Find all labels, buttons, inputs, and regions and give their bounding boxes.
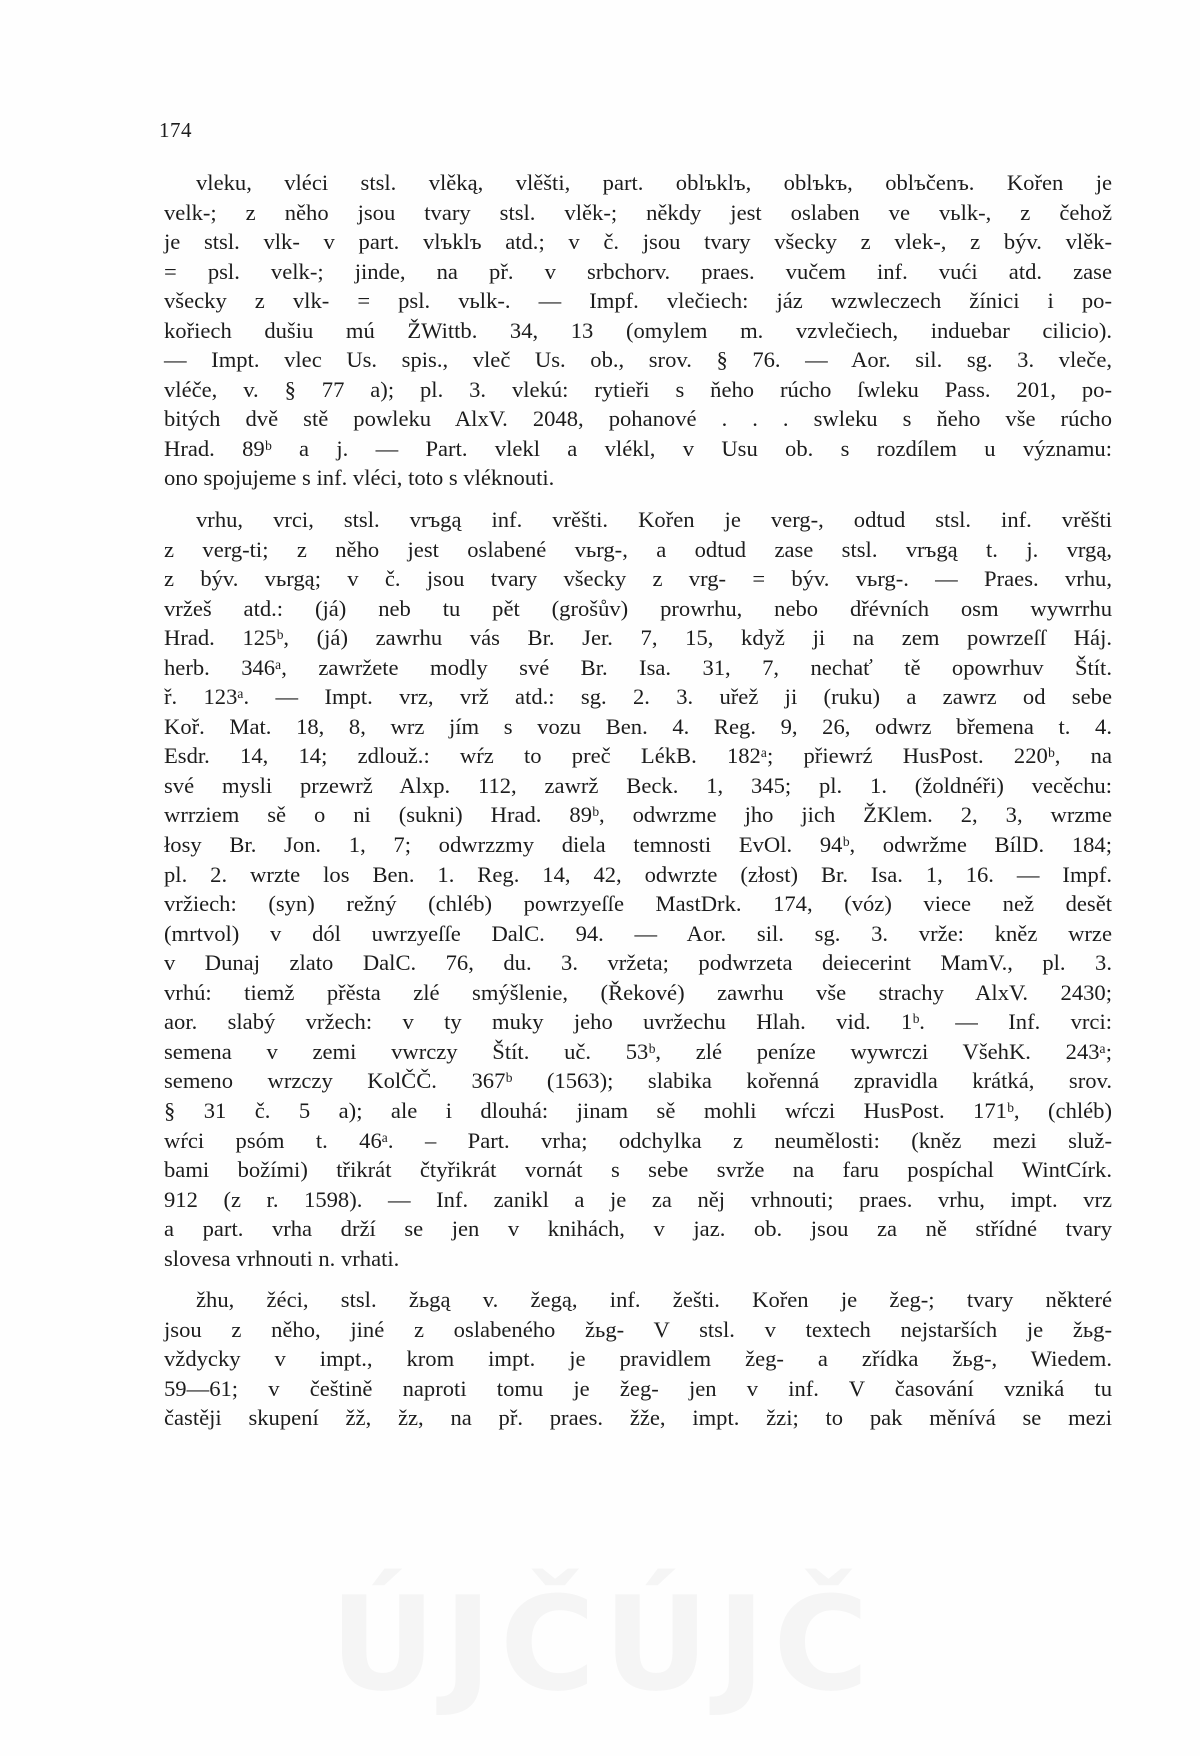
text-line: bitých dvě stě powleku AlxV. 2048, pohanové . . . swleku s ňeho vše rúcho: [164, 406, 1112, 432]
text-line: pl. 2. wrzte los Ben. 1. Reg. 14, 42, odwrzte (złost) Br. Isa. 1, 16. — Impf.: [164, 861, 1112, 887]
text-line: v Dunaj zlato DalC. 76, du. 3. vržeta; podwrzeta deiecerint MamV., pl. 3.: [164, 950, 1112, 976]
paragraph-vrhu: [164, 505, 1112, 1273]
paragraph-zhu: [164, 1285, 1112, 1433]
text-line: ono spojujeme s inf. vléci, toto s vléknouti.: [164, 465, 555, 491]
text-line: a part. vrha drží se jen v knihách, v jaz. ob. jsou za ně střídné tvary: [164, 1216, 1112, 1242]
text-line: všecky z vlk- = psl. vьlk-. — Impf. vlečiech: jáz wzwleczech žínici i po-: [164, 288, 1112, 314]
text-line: semeno wrzczy KolČČ. 367ᵇ (1563); slabika kořenná zpravidla krátká, srov.: [164, 1068, 1112, 1094]
text-line: (mrtvol) v dól uwrzyeſſe DalC. 94. — Aor. sil. sg. 3. vrže: kněz wrze: [164, 920, 1112, 946]
text-line: 912 (z r. 1598). — Inf. zanikl a je za něj vrhnouti; praes. vrhu, impt. vrz: [164, 1186, 1112, 1212]
text-line: slovesa vrhnouti n. vrhati.: [164, 1245, 400, 1271]
text-line: § 31 č. 5 a); ale i dlouhá: jinam sě mohli wŕczi HusPost. 171ᵇ, (chléb): [164, 1097, 1112, 1123]
text-line: vržiech: (syn) režný (chléb) powrzyeſſe MastDrk. 174, (vóz) viece než desět: [164, 891, 1112, 917]
text-line: wrrziem sě o ni (sukni) Hrad. 89ᵇ, odwrzme jho jich ŽKlem. 2, 3, wrzme: [164, 802, 1112, 828]
text-line: bami božími) třikrát čtyřikrát vornát s sebe svrže na faru pospíchal WintCírk.: [164, 1157, 1112, 1183]
text-line: = psl. velk-; jinde, na př. v srbchorv. praes. vučem inf. vući atd. zase: [164, 258, 1112, 284]
text-line: herb. 346ᵃ, zawržete modly své Br. Isa. 31, 7, nechať tě opowrhuv Štít.: [164, 654, 1112, 680]
watermark: [330, 1568, 870, 1718]
text-line: velk-; z něho jsou tvary stsl. vlěk-; někdy jest oslaben ve vьlk-, z čehož: [164, 199, 1112, 225]
page-number: 174: [159, 118, 192, 142]
body-text: [164, 168, 1112, 1433]
text-line: Hrad. 89ᵇ a j. — Part. vlekl a vlékl, v Usu ob. s rozdílem u významu:: [164, 435, 1112, 461]
text-line: jsou z něho, jiné z oslabeného žьg- V stsl. v textech nejstarších je žьg-: [164, 1316, 1112, 1342]
text-line: Koř. Mat. 18, 8, wrz jím s vozu Ben. 4. Reg. 9, 26, odwrz břemena t. 4.: [164, 713, 1112, 739]
text-line: aor. slabý vržech: v ty muky jeho uvržechu Hlah. vid. 1ᵇ. — Inf. vrci:: [164, 1009, 1112, 1035]
text-line: kořiech dušiu mú ŽWittb. 34, 13 (omylem m. vzvlečiech, induebar cilicio).: [164, 317, 1112, 343]
text-line: ř. 123ᵃ. — Impt. vrz, vrž atd.: sg. 2. 3. uřež ji (ruku) a zawrz od sebe: [164, 684, 1112, 710]
watermark-text: [603, 1568, 876, 1718]
text-line: z verg-ti; z něho jest oslabené vьrg-, a odtud zase stsl. vrъgą t. j. vrgą,: [164, 536, 1112, 562]
text-line: vržeš atd.: (já) neb tu pět (grošův) prowrhu, nebo dřévních osm wywrrhu: [164, 595, 1112, 621]
text-line: łosy Br. Jon. 1, 7; odwrzzmy diela temnosti EvOl. 94ᵇ, odwržme BílD. 184;: [164, 832, 1112, 858]
text-line: vrhu, vrci, stsl. vrъgą inf. vrěšti. Kořen je verg-, odtud stsl. inf. vrěšti: [196, 507, 1112, 533]
text-line: své mysli przewrž Alxp. 112, zawrž Beck. 1, 345; pl. 1. (žoldnéři) vecěchu:: [164, 772, 1112, 798]
text-line: vleku, vléci stsl. vlěką, vlěšti, part. oblъklъ, oblъkъ, oblъčenъ. Kořen je: [196, 170, 1112, 195]
text-line: vždycky v impt., krom impt. je pravidlem žeg- a zřídka žьg-, Wiedem.: [164, 1346, 1112, 1372]
text-line: Hrad. 125ᵇ, (já) zawrhu vás Br. Jer. 7, 15, když ji na zem powrzeſſ Háj.: [164, 625, 1112, 651]
text-line: žhu, žéci, stsl. žьgą v. žegą, inf. žešti. Kořen je žeg-; tvary některé: [196, 1287, 1112, 1313]
text-line: je stsl. vlk- v part. vlъklъ atd.; v č. jsou tvary všecky z vlek-, z býv. vlěk-: [164, 229, 1112, 255]
text-line: Esdr. 14, 14; zdlouž.: wŕz to preč LékB. 182ᵃ; přiewrź HusPost. 220ᵇ, na: [164, 743, 1112, 769]
watermark-text: [330, 1568, 603, 1718]
text-line: wŕci psóm t. 46ᵃ. – Part. vrha; odchylka z neumělosti: (kněz mezi služ-: [164, 1127, 1112, 1153]
text-line: vrhú: tiemž přěsta zlé smýšlenie, (Řekové) zawrhu vše strachy AlxV. 2430;: [164, 979, 1112, 1005]
text-line: 59—61; v češtině naproti tomu je žeg- jen v inf. V časování vzniká tu: [164, 1375, 1112, 1401]
text-line: častěji skupení žž, žz, na př. praes. žže, impt. žzi; to pak měnívá se mezi: [164, 1405, 1112, 1431]
text-line: — Impt. vlec Us. spis., vleč Us. ob., srov. § 76. — Aor. sil. sg. 3. vleče,: [164, 347, 1112, 373]
paragraph-vleku: [164, 168, 1112, 493]
text-line: z býv. vьrgą; v č. jsou tvary všecky z vrg- = býv. vьrg-. — Praes. vrhu,: [164, 566, 1112, 592]
text-line: vléče, v. § 77 a); pl. 3. vlekú: rytieři s ňeho rúcho ſwleku Pass. 201, po-: [164, 376, 1112, 402]
text-line: semena v zemi vwrczy Štít. uč. 53ᵇ, zlé peníze wywrczi VšehK. 243ᵃ;: [164, 1038, 1112, 1064]
